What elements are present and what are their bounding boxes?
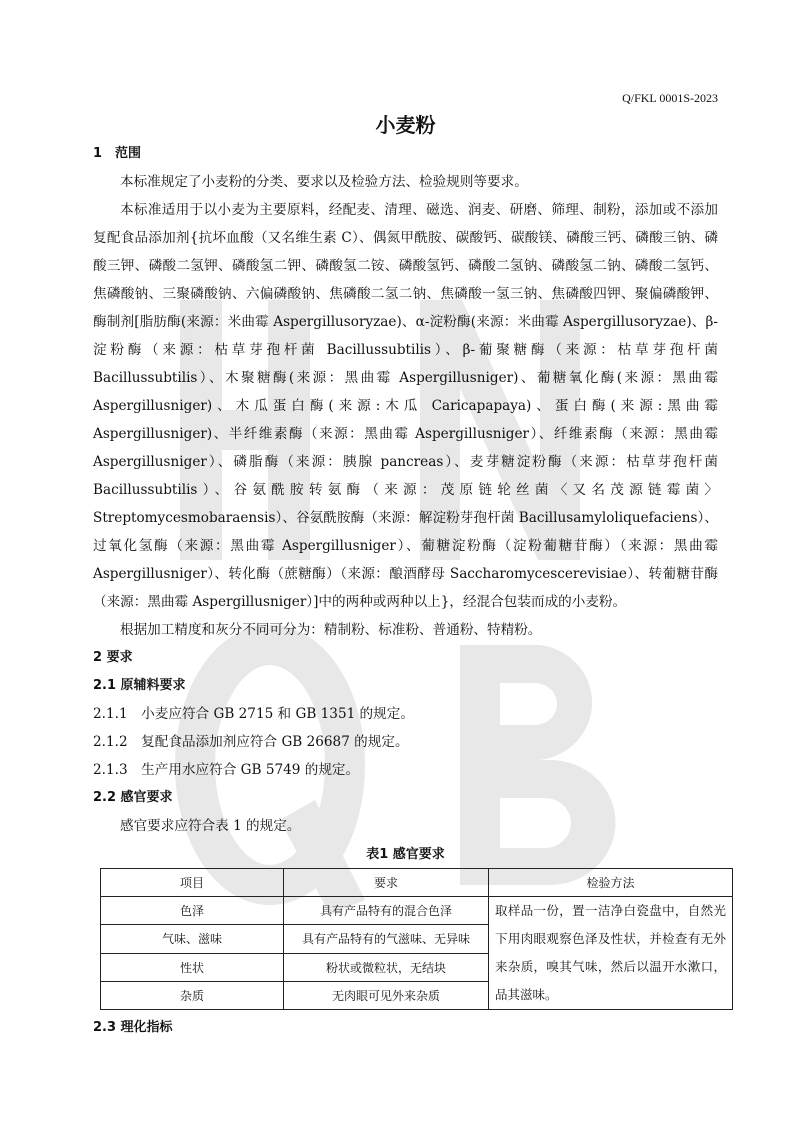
document-body [93, 88, 726, 1042]
cell-requirement: 具有产品特有的混合色泽 [284, 897, 489, 925]
cell-method: 取样品一份，置一洁净白瓷盘中，自然光下用肉眼观察色泽及性状，并检查有无外来杂质，嗅其气味，然后以温开水漱口，品其滋味。 [489, 897, 733, 1010]
table-row [101, 897, 733, 925]
cell-requirement: 粉状或微粒状，无结块 [284, 953, 489, 981]
cell-item: 性状 [101, 953, 284, 981]
column-header: 要求 [284, 869, 489, 897]
cell-requirement: 无肉眼可见外来杂质 [284, 981, 489, 1009]
clause: 2.1.1 小麦应符合 GB 2715 和 GB 1351 的规定。 [93, 706, 414, 722]
clause: 2.1.2 复配食品添加剂应符合 GB 26687 的规定。 [93, 734, 409, 750]
clause: 2.1.3 生产用水应符合 GB 5749 的规定。 [93, 762, 360, 778]
cell-item: 气味、滋味 [101, 925, 284, 953]
column-header: 项目 [101, 869, 284, 897]
cell-requirement: 具有产品特有的气滋味、无异味 [284, 925, 489, 953]
page-title: 小麦粉 [375, 113, 436, 137]
sensory-table [100, 868, 733, 1010]
table-caption: 表1 感官要求 [366, 847, 445, 862]
cell-item: 杂质 [101, 981, 284, 1009]
paragraph: 本标准规定了小麦粉的分类、要求以及检验方法、检验规则等要求。 [120, 174, 528, 190]
paragraph: 本标准适用于以小麦为主要原料，经配麦、清理、磁选、润麦、研磨、筛理、制粉，添加或不添加复配食品添加剂{抗坏血酸（又名维生素 C）、偶氮甲酰胺、碳酸钙、碳酸镁、磷酸三钙、磷酸三钠、磷酸三钾、磷酸二氢钾、磷酸氢二钾、磷酸氢二铵、磷酸氢钙、磷酸二氢钠、磷酸氢二钠、磷酸二氢钙、焦磷酸钠、三聚磷酸钠、六偏磷酸钠、焦磷酸二氢二钠、焦磷酸一氢三钠、焦磷酸四钾、聚偏磷酸钾、酶制剂[脂肪酶(来源：米曲霉 Aspergillusoryzae)、α-淀粉酶(来源：米曲霉 Aspergillusoryzae)、β-淀粉酶（来源：枯草芽孢杆菌 Bacillussubtilis）、β-葡聚糖酶（来源：枯草芽孢杆菌 Bacillussubtilis）、木聚糖酶(来源：黑曲霉 Aspergillusniger)、葡糖氧化酶(来源：黑曲霉 Aspergillusniger)、木瓜蛋白酶(来源:木瓜 Caricapapaya)、蛋白酶(来源:黑曲霉 Aspergillusniger)、半纤维素酶（来源：黑曲霉 Aspergillusniger）、纤维素酶（来源：黑曲霉 Aspergillusniger）、磷脂酶（来源：胰腺 pancreas）、麦芽糖淀粉酶（来源：枯草芽孢杆菌 Bacillussubtilis）、谷氨酰胺转氨酶（来源：茂原链轮丝菌〈又名茂源链霉菌〉Streptomycesmobaraensis）、谷氨酰胺酶（来源：解淀粉芽孢杆菌 Bacillusamyloliquefaciens）、过氧化氢酶（来源：黑曲霉 Aspergillusniger）、葡糖淀粉酶（淀粉葡糖苷酶）（来源：黑曲霉 Aspergillusniger）、转化酶（蔗糖酶）（来源：酿酒酵母 Saccharomycescerevisiae）、转葡糖苷酶（来源：黑曲霉 Aspergillusniger）]中的两种或两种以上}，经混合包装而成的小麦粉。 [93, 202, 718, 610]
cell-item: 色泽 [101, 897, 284, 925]
section-heading: 2.1 原辅料要求 [93, 678, 186, 693]
column-header: 检验方法 [489, 869, 733, 897]
table-header-row [101, 869, 733, 897]
section-heading: 1 范围 [93, 146, 142, 161]
section-heading: 2 要求 [93, 650, 133, 665]
paragraph: 感官要求应符合表 1 的规定。 [120, 818, 301, 834]
document-code: Q/FKL 0001S-2023 [622, 91, 718, 105]
section-heading: 2.3 理化指标 [93, 1020, 173, 1035]
section-heading: 2.2 感官要求 [93, 790, 173, 805]
paragraph: 根据加工精度和灰分不同可分为：精制粉、标准粉、普通粉、特精粉。 [120, 622, 542, 638]
